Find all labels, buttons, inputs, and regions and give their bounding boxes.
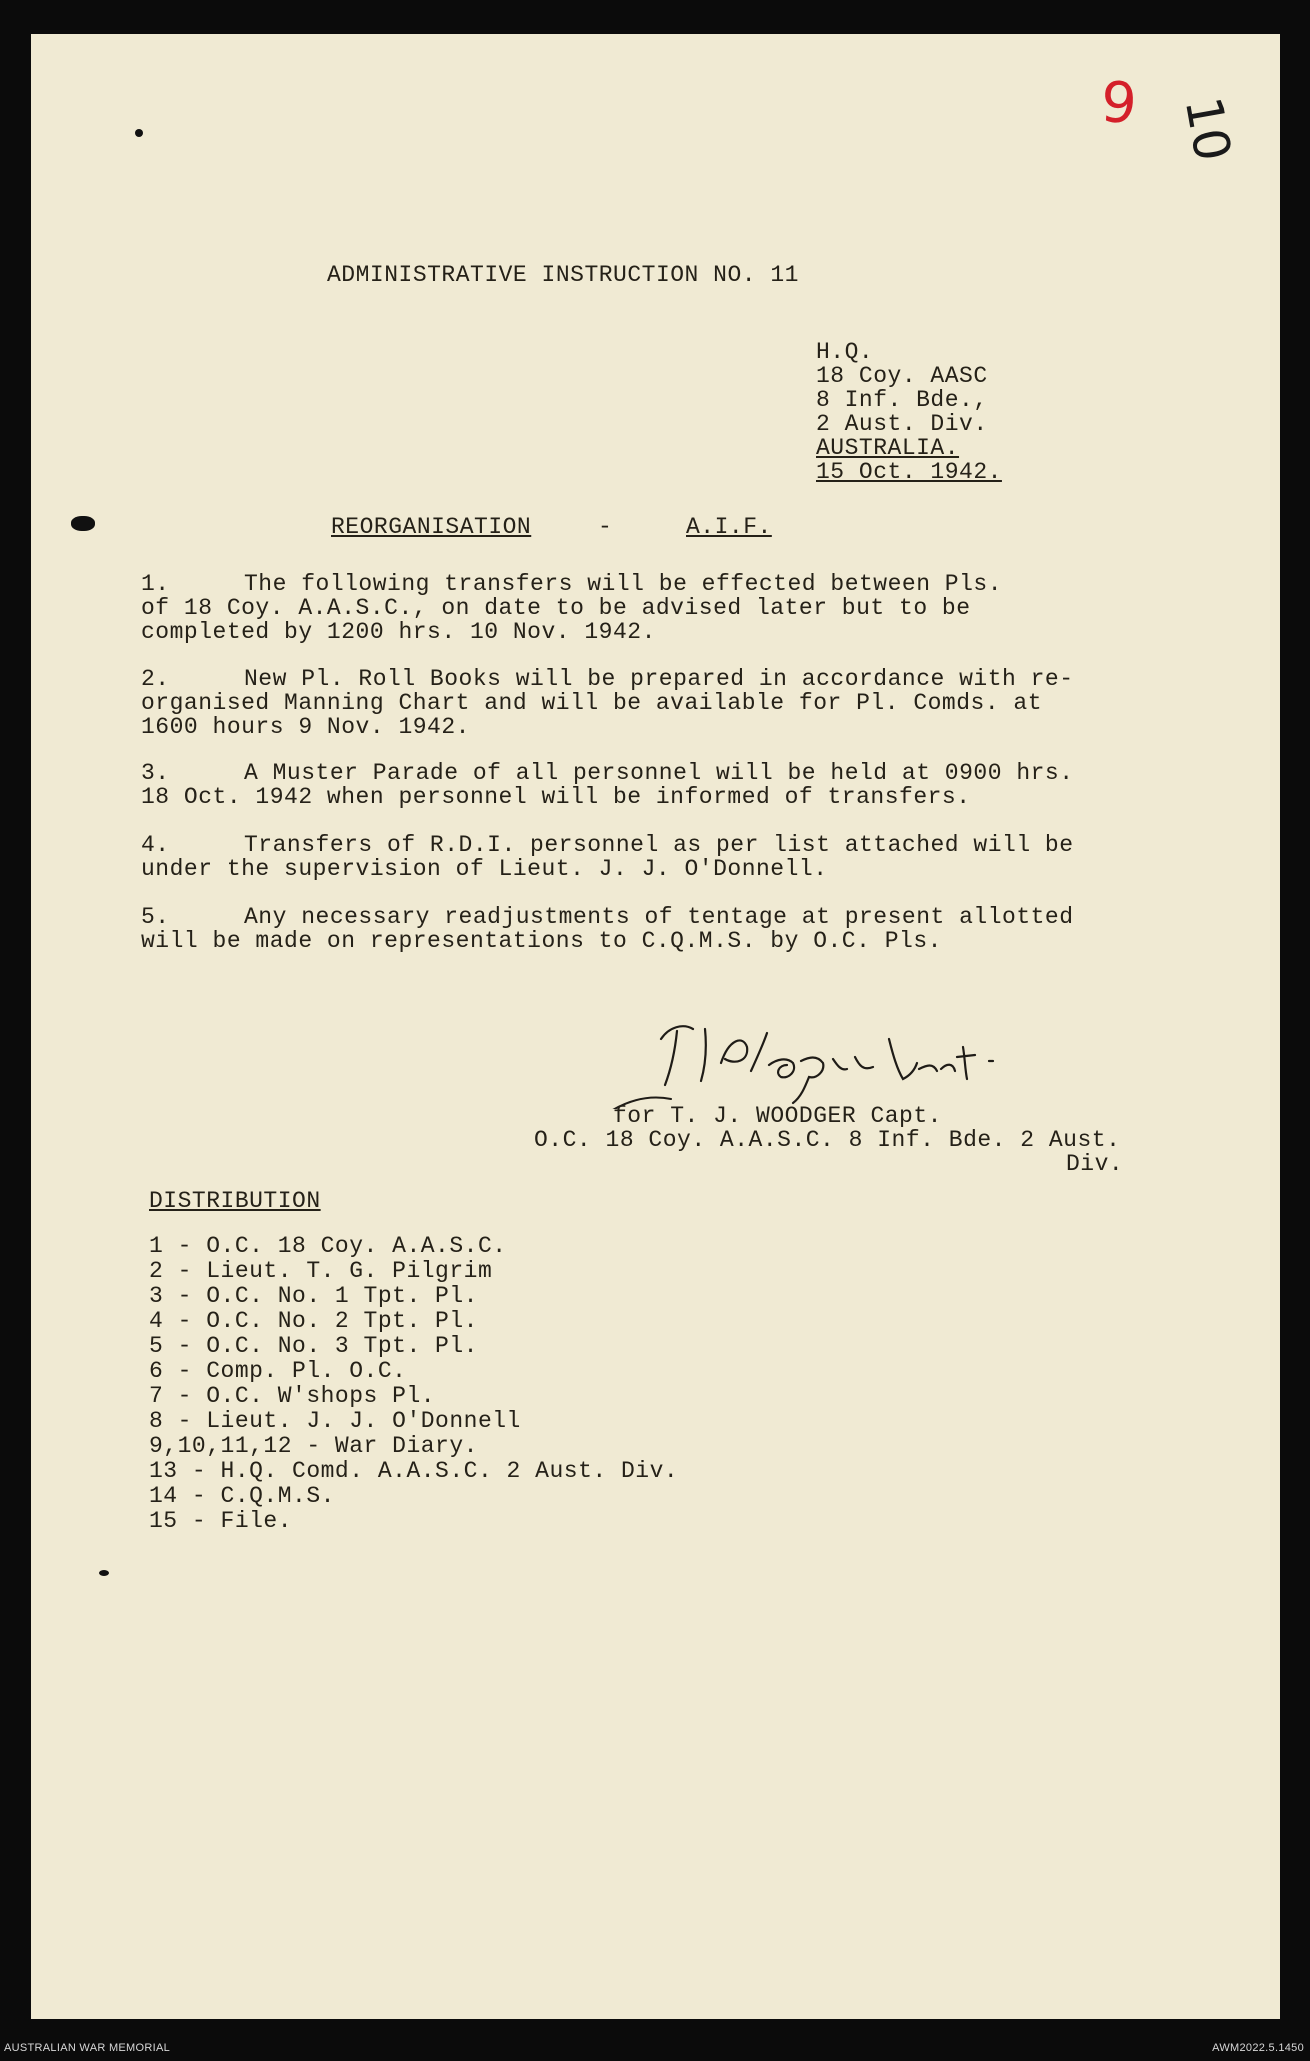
page-number-red: 9	[1098, 69, 1139, 138]
paragraph-line: Any necessary readjustments of tentage at present allotted	[244, 904, 1074, 930]
punch-mark	[71, 516, 95, 531]
subject-right: A.I.F.	[686, 514, 772, 540]
paragraph-line: New Pl. Roll Books will be prepared in accordance with re-	[244, 666, 1074, 692]
distribution-heading: DISTRIBUTION	[149, 1188, 321, 1214]
footer-accession-number: AWM2022.5.1450	[1212, 2042, 1304, 2054]
signature-title-line: O.C. 18 Coy. A.A.S.C. 8 Inf. Bde. 2 Aust.	[534, 1127, 1121, 1153]
distribution-item: 2 - Lieut. T. G. Pilgrim	[149, 1258, 493, 1284]
distribution-item: 7 - O.C. W'shops Pl.	[149, 1383, 436, 1409]
document-page	[31, 34, 1280, 2019]
address-line: H.Q.	[816, 339, 874, 365]
address-line: 2 Aust. Div.	[816, 411, 988, 437]
paragraph-line: organised Manning Chart and will be available for Pl. Comds. at	[141, 690, 1043, 716]
punch-mark	[99, 1570, 109, 1576]
subject-dash: -	[598, 514, 613, 540]
footer-credit: AUSTRALIAN WAR MEMORIAL	[4, 2042, 171, 2054]
distribution-item: 5 - O.C. No. 3 Tpt. Pl.	[149, 1333, 478, 1359]
distribution-item: 8 - Lieut. J. J. O'Donnell	[149, 1408, 521, 1434]
paragraph-number: 3.	[141, 760, 170, 786]
paragraph-line: 18 Oct. 1942 when personnel will be informed of transfers.	[141, 784, 971, 810]
address-country: AUSTRALIA.	[816, 435, 960, 461]
distribution-item: 14 - C.Q.M.S.	[149, 1483, 335, 1509]
paragraph-line: 1600 hours 9 Nov. 1942.	[141, 714, 470, 740]
paragraph-number: 5.	[141, 904, 170, 930]
distribution-item: 1 - O.C. 18 Coy. A.A.S.C.	[149, 1233, 507, 1259]
signature-title-line-2: Div.	[1066, 1151, 1124, 1177]
handwritten-signature	[611, 999, 1031, 1109]
address-date: 15 Oct. 1942.	[816, 459, 1002, 485]
page-number-black: 10	[1173, 92, 1242, 166]
paragraph-line: will be made on representations to C.Q.M.S. by O.C. Pls.	[141, 928, 942, 954]
paragraph-line: The following transfers will be effected between Pls.	[244, 571, 1003, 597]
distribution-item: 6 - Comp. Pl. O.C.	[149, 1358, 407, 1384]
distribution-item: 4 - O.C. No. 2 Tpt. Pl.	[149, 1308, 478, 1334]
paragraph-line: under the supervision of Lieut. J. J. O'Donnell.	[141, 856, 828, 882]
paragraph-line: of 18 Coy. A.A.S.C., on date to be advised later but to be	[141, 595, 971, 621]
distribution-item: 15 - File.	[149, 1508, 293, 1534]
paragraph-number: 4.	[141, 832, 170, 858]
document-title: ADMINISTRATIVE INSTRUCTION NO. 11	[327, 262, 799, 288]
distribution-item: 13 - H.Q. Comd. A.A.S.C. 2 Aust. Div.	[149, 1458, 679, 1484]
paragraph-number: 2.	[141, 666, 170, 692]
distribution-item: 3 - O.C. No. 1 Tpt. Pl.	[149, 1283, 478, 1309]
punch-mark	[135, 129, 143, 137]
signature-for-line: for T. J. WOODGER Capt.	[613, 1103, 942, 1129]
paragraph-line: completed by 1200 hrs. 10 Nov. 1942.	[141, 619, 656, 645]
address-line: 8 Inf. Bde.,	[816, 387, 988, 413]
subject-left: REORGANISATION	[331, 514, 532, 540]
distribution-item: 9,10,11,12 - War Diary.	[149, 1433, 478, 1459]
paragraph-number: 1.	[141, 571, 170, 597]
address-line: 18 Coy. AASC	[816, 363, 988, 389]
paragraph-line: A Muster Parade of all personnel will be held at 0900 hrs.	[244, 760, 1074, 786]
paragraph-line: Transfers of R.D.I. personnel as per list attached will be	[244, 832, 1074, 858]
